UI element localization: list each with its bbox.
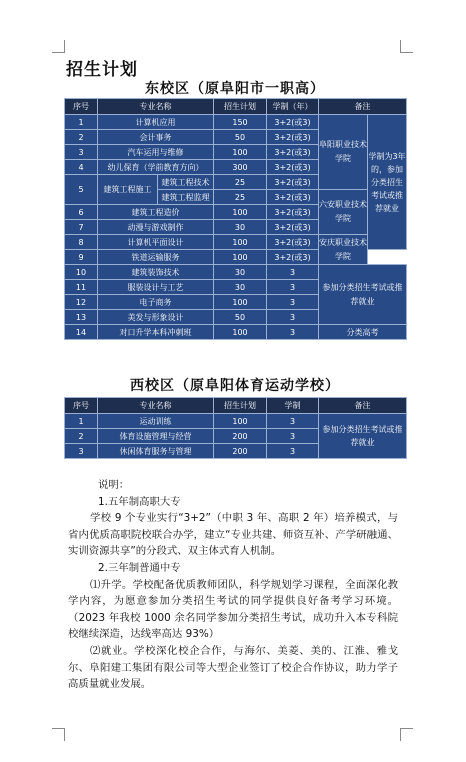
partner-school-luan: 六安职业技术学院 [319,190,368,235]
row-major: 美发与形象设计 [98,310,214,325]
row-plan: 25 [214,190,267,205]
row-major: 对口升学本科冲刺班 [98,325,214,340]
note-3yr: 参加分类招生考试或推荐就业 [319,265,407,325]
row-plan: 150 [214,115,267,130]
row-years: 3 [267,310,319,325]
row-major: 计算机应用 [98,115,214,130]
header-no: 序号 [65,99,98,115]
row-years: 3+2(或3) [267,115,319,130]
table-header-row [65,99,407,115]
row-major: 动漫与游戏制作 [98,220,214,235]
row-years: 3 [267,429,319,444]
notes-p2-title: 2.三年制普通中专 [98,561,181,574]
row-plan: 200 [214,444,267,459]
crop-mark-bottom-right [400,728,413,741]
row-major: 休闲体育服务与管理 [98,444,214,459]
row-years: 3+2(或3) [267,130,319,145]
row-years: 3 [267,444,319,459]
row-no: 5 [65,175,98,205]
note-3plus2: 学制为3年的，参加分类招生考试或推荐就业 [368,115,407,250]
header-no: 序号 [65,398,98,414]
notes-p2-item1: ⑴升学。学校配备优质教师团队，科学规划学习课程，全面深化教学内容，为愿意参加分类招生考试的同学提供良好备考学习环境。（2023 年我校 1000 余名同学参加分类招生考试，成功升入本专科院校继续深造，达线率高达 93%） [68,578,398,641]
partner-school-fuyang: 阜阳职业技术学院 [319,115,368,190]
row-years: 3+2(或3) [267,205,319,220]
row-major: 汽车运用与维修 [98,145,214,160]
row-no: 4 [65,160,98,175]
row-no: 11 [65,280,98,295]
west-note: 参加分类招生考试或推荐就业 [319,414,407,459]
header-years: 学制 [267,398,319,414]
row-no: 1 [65,115,98,130]
header-major: 专业名称 [98,398,214,414]
row-major: 铁道运输服务 [98,250,214,265]
row-major: 体育设施管理与经营 [98,429,214,444]
crop-mark-top-right [400,40,413,53]
notes-p2-item2: ⑵就业。学校深化校企合作，与海尔、美菱、美的、江淮、雅戈尔、阜阳建工集团有限公司等大型企业签订了校企合作协议，助力学子高质量就业发展。 [68,644,398,691]
row-major: 幼儿保育（学前教育方向） [98,160,214,175]
row-plan: 200 [214,429,267,444]
east-campus-table [64,98,407,340]
row-plan: 100 [214,295,267,310]
row-plan: 300 [214,160,267,175]
row-years: 3+2(或3) [267,160,319,175]
crop-mark-top-left [52,40,65,53]
row-no: 1 [65,414,98,429]
west-campus-title: 西校区（原阜阳体育运动学校） [130,378,340,394]
header-years: 学制（年） [267,99,319,115]
notes-p1-title: 1.五年制高职大专 [98,495,181,508]
row-no: 12 [65,295,98,310]
table-header-row [65,398,407,414]
west-campus-table [64,397,407,459]
row-plan: 30 [214,265,267,280]
row-plan: 100 [214,325,267,340]
header-major: 专业名称 [98,99,214,115]
row-plan: 100 [214,145,267,160]
row-major: 会计事务 [98,130,214,145]
row-years: 3+2(或3) [267,250,319,265]
row-years: 3+2(或3) [267,220,319,235]
row-no: 9 [65,250,98,265]
table-row [65,115,407,130]
row-years: 3 [267,295,319,310]
notes-heading: 说明： [98,479,130,491]
header-remarks: 备注 [319,398,407,414]
note-gaokao: 分类高考 [319,325,407,340]
east-campus-title: 东校区（原阜阳市一职高） [145,81,325,97]
table-row [65,325,407,340]
row-years: 3+2(或3) [267,235,319,250]
row-no: 10 [65,265,98,280]
table-row [65,235,407,250]
row-plan: 100 [214,205,267,220]
partner-school-anqing: 安庆职业技术学院 [319,235,368,265]
header-remarks: 备注 [319,99,407,115]
table-row [65,265,407,280]
row-plan: 50 [214,130,267,145]
row-plan: 100 [214,250,267,265]
notes-p1-body: 学校 9 个专业实行“3+2”（中职 3 年、高职 2 年）培养模式，与省内优质高职院校联合办学，建立“专业共建、师资互补、产学研融通、实训资源共享”的分段式、双主体式育人机制。 [68,512,398,558]
row-years: 3 [267,280,319,295]
row-major: 运动训练 [98,414,214,429]
header-plan: 招生计划 [214,99,267,115]
row-no: 6 [65,205,98,220]
row-major: 建筑装饰技术 [98,265,214,280]
crop-mark-bottom-left [52,728,65,741]
row-major: 服装设计与工艺 [98,280,214,295]
row-no: 7 [65,220,98,235]
row-no: 2 [65,130,98,145]
row-major: 计算机平面设计 [98,235,214,250]
row-major: 建筑工程施工 [98,175,158,205]
row-plan: 100 [214,414,267,429]
row-years: 3+2(或3) [267,145,319,160]
table-row [65,414,407,429]
row-no: 2 [65,429,98,444]
row-sub-major: 建筑工程技术 [158,175,214,190]
row-no: 14 [65,325,98,340]
row-sub-major: 建筑工程监理 [158,190,214,205]
notes-section [68,477,398,693]
row-major: 建筑工程造价 [98,205,214,220]
row-plan: 30 [214,220,267,235]
row-no: 3 [65,145,98,160]
row-years: 3 [267,265,319,280]
page-title: 招生计划 [66,60,138,80]
row-years: 3 [267,414,319,429]
row-plan: 100 [214,235,267,250]
row-no: 8 [65,235,98,250]
row-plan: 50 [214,310,267,325]
row-plan: 25 [214,175,267,190]
row-no: 13 [65,310,98,325]
row-plan: 30 [214,280,267,295]
row-major: 电子商务 [98,295,214,310]
row-no: 3 [65,444,98,459]
row-years: 3+2(或3) [267,175,319,190]
header-plan: 招生计划 [214,398,267,414]
row-years: 3 [267,325,319,340]
row-years: 3+2(或3) [267,190,319,205]
